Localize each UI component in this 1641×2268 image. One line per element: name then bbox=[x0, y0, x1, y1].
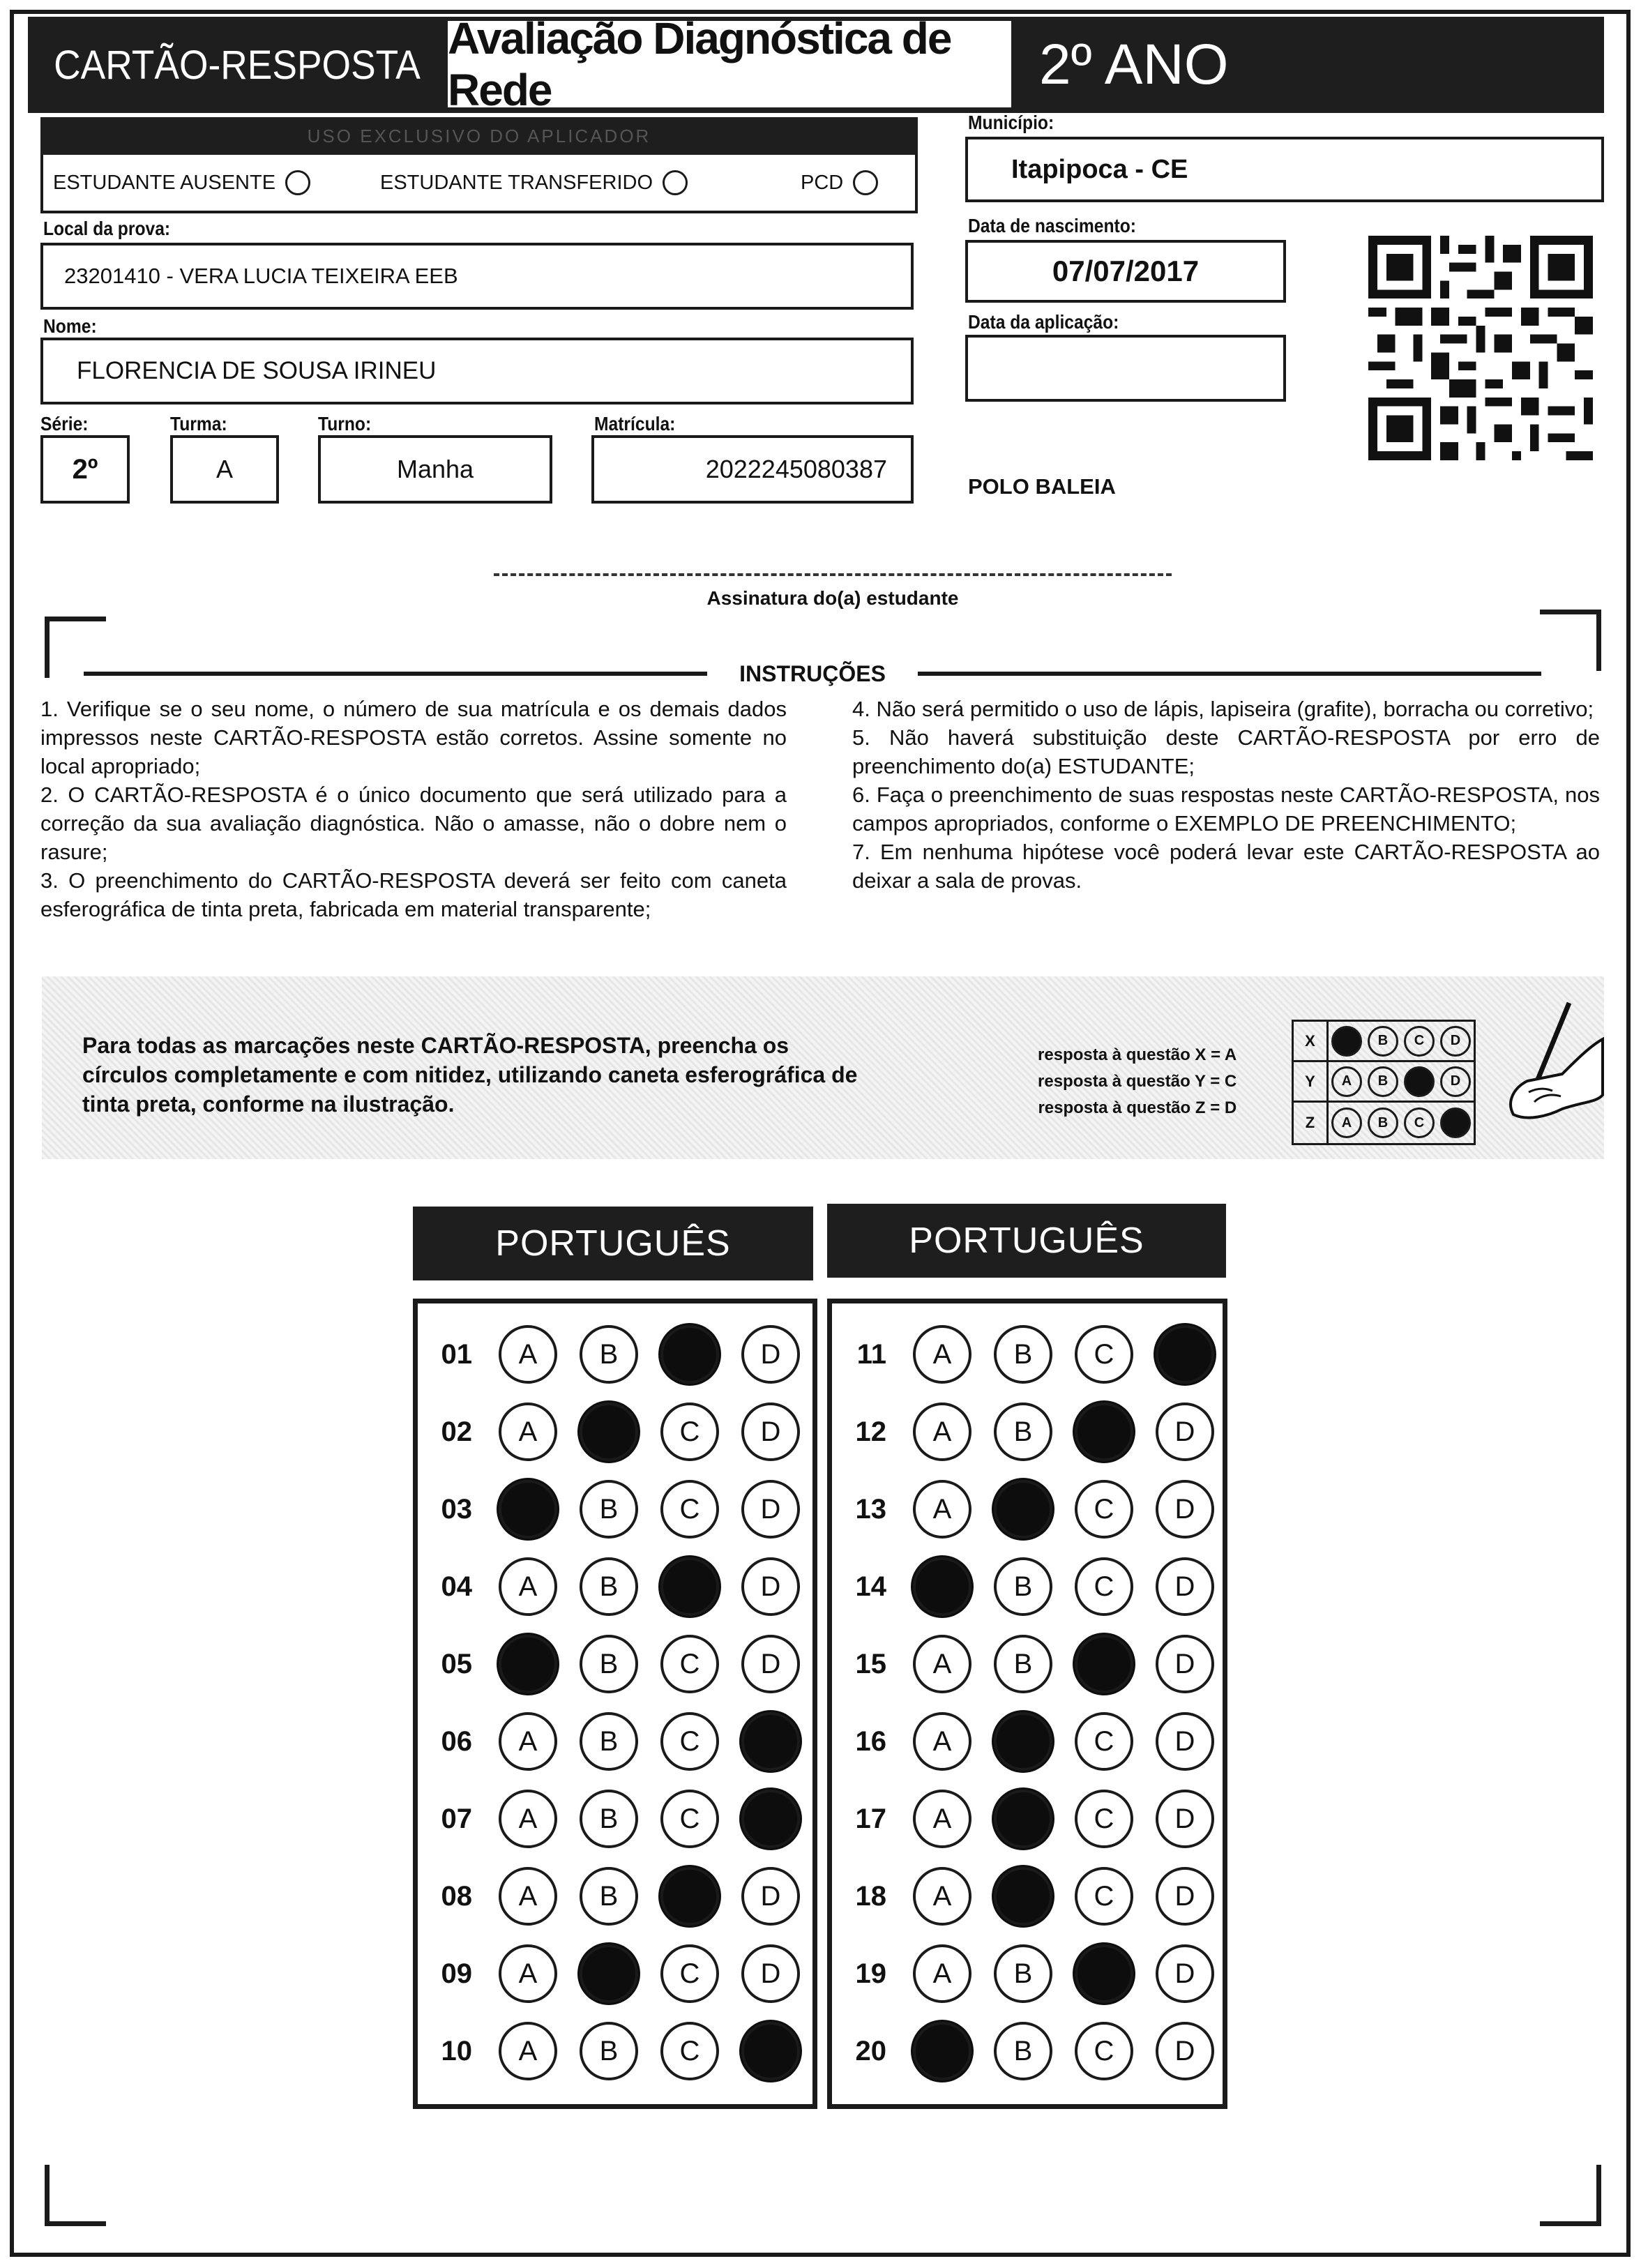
nome-value: FLORENCIA DE SOUSA IRINEU bbox=[77, 357, 437, 384]
answer-row-04 bbox=[418, 1552, 812, 1621]
bubble-06-c[interactable]: C bbox=[660, 1712, 719, 1771]
example-bubble-d: D bbox=[1440, 1026, 1471, 1057]
bubble-18-a[interactable]: A bbox=[913, 1867, 971, 1926]
example-bubble-c: C bbox=[1404, 1107, 1435, 1138]
qr-code-icon bbox=[1368, 236, 1593, 460]
question-number: 13 bbox=[855, 1493, 886, 1525]
instructions-left bbox=[40, 695, 787, 923]
answer-row-10 bbox=[418, 2017, 812, 2085]
option-absent-label: ESTUDANTE AUSENTE bbox=[53, 171, 276, 194]
example-legend-line: resposta à questão Y = C bbox=[1038, 1072, 1237, 1091]
example-bubble-c: C bbox=[1404, 1066, 1435, 1097]
question-number: 17 bbox=[855, 1803, 886, 1834]
bubble-19-a[interactable]: A bbox=[913, 1944, 971, 2003]
question-number: 01 bbox=[441, 1338, 472, 1370]
turno-value: Manha bbox=[396, 455, 474, 483]
answer-row-03 bbox=[418, 1475, 812, 1543]
answer-row-12 bbox=[832, 1398, 1223, 1466]
option-absent[interactable] bbox=[53, 170, 310, 195]
bubble-16-d[interactable]: D bbox=[1156, 1712, 1214, 1771]
bubble-18-d[interactable]: D bbox=[1156, 1867, 1214, 1926]
hand-pen-icon bbox=[1485, 997, 1604, 1130]
bubble-20-c[interactable]: C bbox=[1075, 2022, 1133, 2080]
bubble-03-b[interactable]: B bbox=[580, 1480, 638, 1539]
instruction-item: 3. O preenchimento do CARTÃO-RESPOSTA deverá ser feito com caneta esferográfica de tinta preta, fabricada em material transparente; bbox=[40, 868, 787, 921]
card-title: CARTÃO-RESPOSTA bbox=[54, 42, 421, 88]
bubble-16-b-filled[interactable]: B bbox=[994, 1712, 1052, 1771]
bubble-01-d[interactable]: D bbox=[741, 1325, 800, 1384]
bubble-10-c[interactable]: C bbox=[660, 2022, 719, 2080]
bubble-08-c-filled[interactable]: C bbox=[660, 1867, 719, 1926]
nome-field bbox=[40, 338, 914, 405]
option-pcd-label: PCD bbox=[801, 171, 844, 194]
bubble-04-d[interactable]: D bbox=[741, 1557, 800, 1616]
bubble-10-b[interactable]: B bbox=[580, 2022, 638, 2080]
bubble-13-b-filled[interactable]: B bbox=[994, 1480, 1052, 1539]
answer-row-13 bbox=[832, 1475, 1223, 1543]
question-number: 15 bbox=[855, 1648, 886, 1679]
answer-row-05 bbox=[418, 1630, 812, 1698]
bubble-16-c[interactable]: C bbox=[1075, 1712, 1133, 1771]
bubble-07-d-filled[interactable]: D bbox=[741, 1790, 800, 1848]
bubble-13-c[interactable]: C bbox=[1075, 1480, 1133, 1539]
bubble-01-c-filled[interactable]: C bbox=[660, 1325, 719, 1384]
bubble-17-a[interactable]: A bbox=[913, 1790, 971, 1848]
bubble-05-a-filled[interactable]: A bbox=[499, 1635, 557, 1693]
bubble-14-a-filled[interactable]: A bbox=[913, 1557, 971, 1616]
bubble-12-b[interactable]: B bbox=[994, 1403, 1052, 1461]
bubble-04-a[interactable]: A bbox=[499, 1557, 557, 1616]
bubble-07-b[interactable]: B bbox=[580, 1790, 638, 1848]
nascimento-field bbox=[965, 240, 1286, 303]
bubble-03-a-filled[interactable]: A bbox=[499, 1480, 557, 1539]
option-pcd-bubble[interactable] bbox=[853, 170, 878, 195]
bubble-11-c[interactable]: C bbox=[1075, 1325, 1133, 1384]
serie-label: Série: bbox=[40, 413, 89, 434]
instructions-right bbox=[852, 695, 1600, 895]
answer-row-09 bbox=[418, 1940, 812, 2008]
bubble-20-b[interactable]: B bbox=[994, 2022, 1052, 2080]
example-bubble-a: A bbox=[1331, 1107, 1362, 1138]
instructions-title: INSTRUÇÕES bbox=[739, 660, 886, 686]
bubble-04-c-filled[interactable]: C bbox=[660, 1557, 719, 1616]
example-row-key: Z bbox=[1294, 1103, 1329, 1143]
bubble-12-d[interactable]: D bbox=[1156, 1403, 1214, 1461]
question-number: 03 bbox=[441, 1493, 472, 1525]
answer-row-20 bbox=[832, 2017, 1223, 2085]
bubble-10-a[interactable]: A bbox=[499, 2022, 557, 2080]
instruction-item: 4. Não será permitido o uso de lápis, lapiseira (grafite), borracha ou corretivo; bbox=[852, 697, 1594, 721]
bubble-14-c[interactable]: C bbox=[1075, 1557, 1133, 1616]
question-number: 06 bbox=[441, 1725, 472, 1757]
bubble-20-a-filled[interactable]: A bbox=[913, 2022, 971, 2080]
bubble-02-a[interactable]: A bbox=[499, 1403, 557, 1461]
example-row bbox=[1294, 1022, 1474, 1062]
answer-row-11 bbox=[832, 1320, 1223, 1389]
matricula-value: 2022245080387 bbox=[705, 455, 887, 483]
bubble-06-a[interactable]: A bbox=[499, 1712, 557, 1771]
answer-row-15 bbox=[832, 1630, 1223, 1698]
example-bubble-c: C bbox=[1404, 1026, 1435, 1057]
answer-row-14 bbox=[832, 1552, 1223, 1621]
bubble-12-c-filled[interactable]: C bbox=[1075, 1403, 1133, 1461]
bubble-19-d[interactable]: D bbox=[1156, 1944, 1214, 2003]
question-number: 20 bbox=[855, 2035, 886, 2066]
bubble-04-b[interactable]: B bbox=[580, 1557, 638, 1616]
question-number: 14 bbox=[855, 1571, 886, 1602]
bubble-11-b[interactable]: B bbox=[994, 1325, 1052, 1384]
signature-line[interactable] bbox=[494, 573, 1172, 576]
corner-mark-top-right bbox=[1540, 610, 1601, 671]
bubble-15-d[interactable]: D bbox=[1156, 1635, 1214, 1693]
bubble-01-b[interactable]: B bbox=[580, 1325, 638, 1384]
corner-mark-bottom-right bbox=[1540, 2165, 1601, 2226]
matricula-label: Matrícula: bbox=[594, 413, 676, 434]
evaluation-title: Avaliação Diagnóstica de Rede bbox=[448, 21, 1011, 107]
example-bubble-b: B bbox=[1368, 1026, 1398, 1057]
bubble-13-a[interactable]: A bbox=[913, 1480, 971, 1539]
example-bubble-d: D bbox=[1440, 1107, 1471, 1138]
bubble-09-a[interactable]: A bbox=[499, 1944, 557, 2003]
bubble-12-a[interactable]: A bbox=[913, 1403, 971, 1461]
bubble-09-d[interactable]: D bbox=[741, 1944, 800, 2003]
example-bubble-b: B bbox=[1368, 1107, 1398, 1138]
subject-header-left: PORTUGUÊS bbox=[413, 1207, 813, 1280]
option-pcd[interactable] bbox=[801, 170, 878, 195]
bubble-19-c-filled[interactable]: C bbox=[1075, 1944, 1133, 2003]
bubble-02-d[interactable]: D bbox=[741, 1403, 800, 1461]
local-field bbox=[40, 243, 914, 310]
instruction-item: 5. Não haverá substituição deste CARTÃO-RESPOSTA por erro de preenchimento do(a) ESTUDANTE; bbox=[852, 725, 1600, 778]
instruction-item: 6. Faça o preenchimento de suas respostas neste CARTÃO-RESPOSTA, nos campos apropriados, conforme o EXEMPLO DE PREENCHIMENTO; bbox=[852, 783, 1600, 836]
bubble-05-b[interactable]: B bbox=[580, 1635, 638, 1693]
option-transferred[interactable] bbox=[380, 170, 688, 195]
example-bubble-a: A bbox=[1331, 1026, 1362, 1057]
subject-header-right: PORTUGUÊS bbox=[827, 1204, 1226, 1278]
bubble-02-b-filled[interactable]: B bbox=[580, 1403, 638, 1461]
question-number: 02 bbox=[441, 1416, 472, 1447]
bubble-01-a[interactable]: A bbox=[499, 1325, 557, 1384]
turma-label: Turma: bbox=[170, 413, 227, 434]
answer-row-18 bbox=[832, 1862, 1223, 1930]
answer-row-01 bbox=[418, 1320, 812, 1389]
question-number: 08 bbox=[441, 1880, 472, 1912]
example-legend bbox=[1038, 1042, 1237, 1121]
example-bubble-a: A bbox=[1331, 1066, 1362, 1097]
instruction-item: 7. Em nenhuma hipótese você poderá levar este CARTÃO-RESPOSTA ao deixar a sala de provas. bbox=[852, 840, 1600, 893]
nascimento-label: Data de nascimento: bbox=[968, 215, 1136, 236]
aplicacao-label: Data da aplicação: bbox=[968, 311, 1119, 333]
bubble-03-d[interactable]: D bbox=[741, 1480, 800, 1539]
bubble-18-c[interactable]: C bbox=[1075, 1867, 1133, 1926]
status-bar: USO EXCLUSIVO DO APLICADOR bbox=[40, 117, 918, 155]
bubble-10-d-filled[interactable]: D bbox=[741, 2022, 800, 2080]
bubble-14-d[interactable]: D bbox=[1156, 1557, 1214, 1616]
aplicacao-field[interactable] bbox=[965, 335, 1286, 402]
turno-label: Turno: bbox=[318, 413, 372, 434]
example-instruction: Para todas as marcações neste CARTÃO-RESPOSTA, preencha os círculos completamente e com nitidez, utilizando caneta esferográfica de tinta preta, conforme na ilustração. bbox=[82, 1033, 858, 1117]
question-number: 16 bbox=[855, 1725, 886, 1757]
municipio-value: Itapipoca - CE bbox=[1011, 154, 1188, 184]
option-transferred-bubble[interactable] bbox=[663, 170, 688, 195]
answer-row-08 bbox=[418, 1862, 812, 1930]
question-number: 10 bbox=[441, 2035, 472, 2066]
bubble-15-c-filled[interactable]: C bbox=[1075, 1635, 1133, 1693]
municipio-field bbox=[965, 137, 1604, 202]
bubble-17-d[interactable]: D bbox=[1156, 1790, 1214, 1848]
local-label: Local da prova: bbox=[43, 218, 171, 239]
example-bubble-b: B bbox=[1368, 1066, 1398, 1097]
bubble-18-b-filled[interactable]: B bbox=[994, 1867, 1052, 1926]
instructions-title-row bbox=[84, 660, 1541, 688]
municipio-label: Município: bbox=[968, 112, 1054, 133]
example-legend-line: resposta à questão X = A bbox=[1038, 1045, 1237, 1064]
answer-row-16 bbox=[832, 1707, 1223, 1776]
bubble-07-a[interactable]: A bbox=[499, 1790, 557, 1848]
example-row bbox=[1294, 1062, 1474, 1103]
bubble-11-d-filled[interactable]: D bbox=[1156, 1325, 1214, 1384]
bubble-06-b[interactable]: B bbox=[580, 1712, 638, 1771]
bubble-08-a[interactable]: A bbox=[499, 1867, 557, 1926]
bubble-20-d[interactable]: D bbox=[1156, 2022, 1214, 2080]
example-bubble-d: D bbox=[1440, 1066, 1471, 1097]
answer-row-07 bbox=[418, 1785, 812, 1853]
answer-row-06 bbox=[418, 1707, 812, 1776]
bubble-09-b-filled[interactable]: B bbox=[580, 1944, 638, 2003]
bubble-06-d-filled[interactable]: D bbox=[741, 1712, 800, 1771]
example-legend-line: resposta à questão Z = D bbox=[1038, 1098, 1237, 1117]
bubble-14-b[interactable]: B bbox=[994, 1557, 1052, 1616]
bubble-11-a[interactable]: A bbox=[913, 1325, 971, 1384]
answer-row-17 bbox=[832, 1785, 1223, 1853]
bubble-16-a[interactable]: A bbox=[913, 1712, 971, 1771]
question-number: 09 bbox=[441, 1958, 472, 1989]
bubble-07-c[interactable]: C bbox=[660, 1790, 719, 1848]
example-row-key: X bbox=[1294, 1022, 1329, 1060]
signature-label: Assinatura do(a) estudante bbox=[706, 587, 959, 609]
bubble-08-b[interactable]: B bbox=[580, 1867, 638, 1926]
grade-title: 2º ANO bbox=[1039, 33, 1229, 96]
bubble-02-c[interactable]: C bbox=[660, 1403, 719, 1461]
nascimento-value: 07/07/2017 bbox=[1052, 255, 1200, 287]
example-row bbox=[1294, 1103, 1474, 1143]
answer-row-02 bbox=[418, 1398, 812, 1466]
example-row-key: Y bbox=[1294, 1062, 1329, 1101]
example-grid bbox=[1292, 1020, 1476, 1145]
question-number: 12 bbox=[855, 1416, 886, 1447]
turno-field bbox=[318, 435, 552, 504]
nome-label: Nome: bbox=[43, 315, 97, 337]
bubble-17-c[interactable]: C bbox=[1075, 1790, 1133, 1848]
serie-field bbox=[40, 435, 130, 504]
option-absent-bubble[interactable] bbox=[285, 170, 310, 195]
bubble-17-b-filled[interactable]: B bbox=[994, 1790, 1052, 1848]
serie-value: 2º bbox=[72, 453, 98, 485]
option-transferred-label: ESTUDANTE TRANSFERIDO bbox=[380, 171, 653, 194]
bubble-05-d[interactable]: D bbox=[741, 1635, 800, 1693]
bubble-15-b[interactable]: B bbox=[994, 1635, 1052, 1693]
polo-label: POLO BALEIA bbox=[968, 474, 1116, 499]
bubble-03-c[interactable]: C bbox=[660, 1480, 719, 1539]
corner-mark-bottom-left bbox=[45, 2165, 106, 2226]
bubble-05-c[interactable]: C bbox=[660, 1635, 719, 1693]
local-value: 23201410 - VERA LUCIA TEIXEIRA EEB bbox=[64, 264, 458, 288]
instruction-item: 2. O CARTÃO-RESPOSTA é o único documento que será utilizado para a correção da sua avaliação diagnóstica. Não o amasse, não o dobre nem o rasure; bbox=[40, 783, 787, 864]
bubble-08-d[interactable]: D bbox=[741, 1867, 800, 1926]
question-number: 11 bbox=[856, 1338, 886, 1370]
answer-row-19 bbox=[832, 1940, 1223, 2008]
question-number: 04 bbox=[441, 1571, 472, 1602]
answer-panel-right bbox=[827, 1299, 1227, 2109]
question-number: 18 bbox=[855, 1880, 886, 1912]
bubble-19-b[interactable]: B bbox=[994, 1944, 1052, 2003]
answer-panel-left bbox=[413, 1299, 817, 2109]
question-number: 07 bbox=[441, 1803, 472, 1834]
matricula-field bbox=[591, 435, 914, 504]
turma-field bbox=[170, 435, 279, 504]
bubble-15-a[interactable]: A bbox=[913, 1635, 971, 1693]
bubble-09-c[interactable]: C bbox=[660, 1944, 719, 2003]
question-number: 19 bbox=[855, 1958, 886, 1989]
question-number: 05 bbox=[441, 1648, 472, 1679]
bubble-13-d[interactable]: D bbox=[1156, 1480, 1214, 1539]
turma-value: A bbox=[215, 455, 233, 483]
instruction-item: 1. Verifique se o seu nome, o número de sua matrícula e os demais dados impressos neste CARTÃO-RESPOSTA estão corretos. Assine somente no local apropriado; bbox=[40, 697, 787, 778]
